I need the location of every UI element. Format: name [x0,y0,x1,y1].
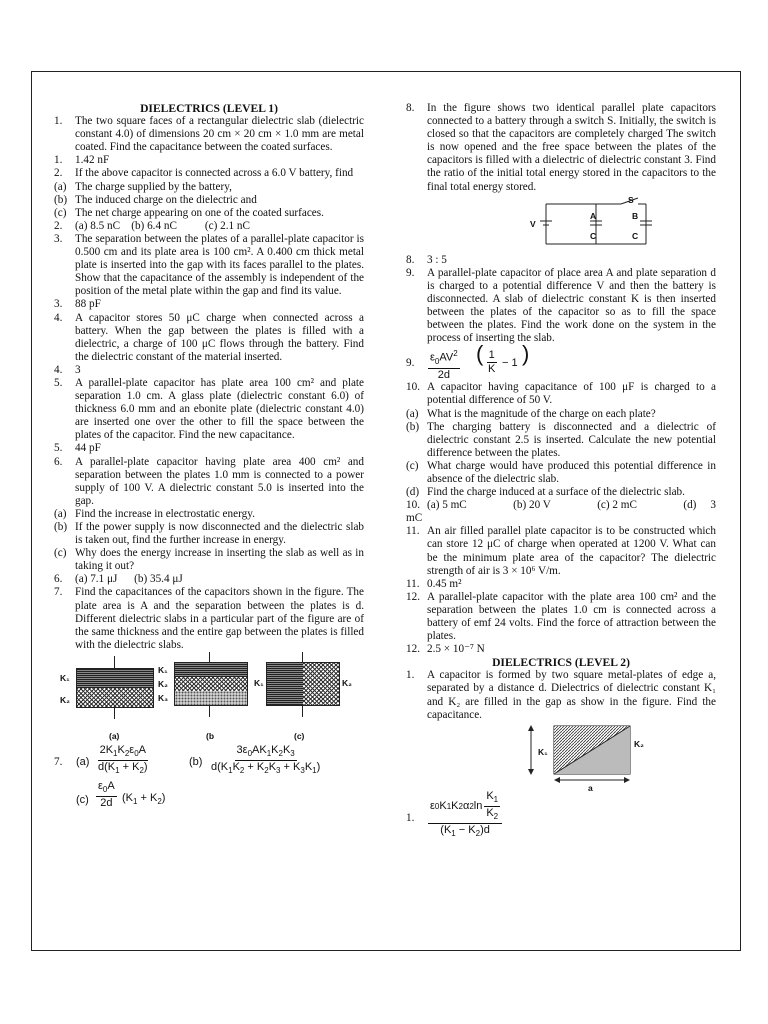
lead-c-top [302,652,303,662]
label-battery: V [530,218,536,229]
answer-6: 6. (a) 7.1 μJ (b) 35.4 μJ [54,573,183,586]
slab-k2-a [77,688,153,707]
answer-1: 1. 1.42 nF [54,154,110,167]
label-k2-b: K₂ [158,678,168,689]
label-capacitor-b: B [632,210,639,221]
capacitor-c [266,662,340,706]
capacitor-b [174,662,248,706]
answer-12: 12. 2.5 × 10⁻⁷ N [406,643,485,656]
answer-9-number: 9. [406,357,415,370]
answer-7a-equation: $\frac{2K_1K_2\varepsilon_0A}{d(K_1 + K_2)}$ [98,743,148,776]
answer-11: 11. 0.45 m² [406,577,462,590]
lead-a-top [114,656,115,668]
figure-8-circuit [406,194,716,254]
label-c2: C [632,230,639,241]
page-frame [31,71,741,951]
circuit-diagram [406,194,716,254]
answer-5: 5. 44 pF [54,442,101,455]
question-11: 11. An air filled parallel plate capacitor is to be constructed which can store 12 μC of charge when operated at 1200 V. What can be the minimum plate area of the capacitor? The dielectric strength of air is 3 × 10⁶ V/m. [406,525,716,577]
label-k1-level2: K₁ [538,746,548,757]
answer-9-fraction: $\frac{\varepsilon_0AV^2}{2d}$ [430,349,458,382]
answer-7b-label: (b) [189,755,203,768]
level2-question-1: 1. A capacitor is formed by two square metal-plates of edge a, separated by a distance d. Dielectrics of dielectric constant K₁ and K₂ are filled in the gap as show in the figure. Find the capacitance. [406,669,716,721]
answer-7 [54,744,364,816]
question-5: 5. A parallel-plate capacitor has plate area 100 cm² and plate separation 1.0 cm. A glass plate (dielectric constant 6.0) of thickness 6.0 mm and an ebonite plate (dielectric constant 4.0) are inserted one over the other to fill the space between the plates of the capacitor. Find the new capacitance. [54,376,364,442]
question-6a: (a) Find the increase in electrostatic energy. [54,507,255,520]
question-2a: (a) The charge supplied by the battery, [54,180,232,193]
level2-answer-1-equation: ε 0 K 1 K 2 α 2 ln $\frac{K_1}{K_2}$ $(K_1 - K_2)d$ [428,790,502,841]
label-k2-c: K₂ [342,677,352,688]
slab-k2-c [303,663,339,705]
question-10d: (d) Find the charge induced at a surface of the dielectric slab. [406,486,685,499]
slab-k2-b [175,677,247,691]
question-10a: (a) What is the magnitude of the charge on each plate? [406,407,656,420]
question-10c: (c) What charge would have produced this potential difference in absence of the dielectric slab. [406,459,716,485]
question-6b: (b) If the power supply is now disconnected and the dielectric slab is taken out, find the further increase in energy. [54,521,364,547]
label-a: (a) [109,730,120,741]
question-9: 9. A parallel-plate capacitor of place area A and plate separation d is charged to a potential difference V and then the battery is disconnected. A slab of dielectric constant K is then inserted between the plates of the capacitor so as to fill the space between the plates. Find the work done on the system in the process of inserting the slab. [406,266,716,345]
answer-7b-equation: $\frac{3\varepsilon_0AK_1K_2K_3}{d(K_1K_2 + K_2K_3 + K_3K_1)}$ [211,743,321,776]
label-k1-b: K₁ [158,664,168,675]
question-10b: (b) The charging battery is disconnected and a dielectric of dielectric constant 2.5 is inserted. Calculate the new potential difference between the plates. [406,420,716,459]
level1-heading: DIELECTRICS (LEVEL 1) [140,102,278,115]
label-k2-level2: K₂ [634,738,644,749]
question-7: 7. Find the capacitances of the capacitors shown in the figure. The plate area is A and the separation between the plates is d. Different dielectric slabs in a particular part of the figure are of the same thickness and the entire gap between the plates is filled with the dielectric slabs. [54,586,364,651]
label-b: (b [206,730,215,741]
answer-7-number: 7. [54,755,63,768]
right-column [406,102,716,838]
level2-answer-1-number: 1. [406,811,415,824]
question-2c: (c) The net charge appearing on one of the coated surfaces. [54,206,324,219]
question-4: 4. A capacitor stores 50 μC charge when connected across a battery. When the gap between the plates is filled with a dielectric, a charge of 100 μC flows through the battery. Find the dielectric constant of the material inserted. [54,311,364,363]
lead-b-bottom [209,705,210,717]
question-6c: (c) Why does the energy increase in inserting the slab as well as in taking it out? [54,547,364,573]
question-10: 10. A capacitor having capacitance of 100 μF is charged to a potential difference of 50 V. [406,381,716,407]
slab-k1-c [267,663,303,705]
question-2b: (b) The induced charge on the dielectric and [54,193,257,206]
answer-8: 8. 3 : 5 [406,253,447,266]
answer-4: 4. 3 [54,363,81,376]
answer-2: 2. (a) 8.5 nC (b) 6.4 nC (c) 2.1 nC [54,219,250,232]
question-1: 1. The two square faces of a rectangular dielectric slab (dielectric constant 4.0) of dimensions 20 cm × 20 cm × 1.0 mm are metal coated. Find the capacitance between the coated surfaces. [54,115,364,154]
slab-k1-b [175,663,247,677]
answer-7a-label: (a) [76,755,90,768]
figure-level2 [406,722,716,793]
slab-k3-b [175,691,247,705]
left-column [54,102,364,816]
label-capacitor-a: A [590,210,597,221]
label-c: (c) [294,730,305,741]
wedge-diagram [406,722,716,790]
lead-c-bottom [302,705,303,717]
answer-3: 3. 88 pF [54,298,101,311]
label-k1-c: K₁ [254,677,264,688]
lead-a-bottom [114,707,115,719]
capacitor-a [76,668,154,708]
label-switch: S [628,194,634,205]
answer-7c-label: (c) [76,793,89,806]
answer-7c-sum: $(K_1 + K_2)$ [122,791,166,807]
label-a-level2: a [588,782,593,793]
label-k3-b: K₃ [158,692,169,703]
label-k2-a: K₂ [60,694,70,705]
answer-7c-fraction: $\frac{\varepsilon_0A}{2d}$ [98,779,115,810]
question-3: 3. The separation between the plates of a parallel-plate capacitor is 0.500 cm and its plate area is 100 cm². A 0.400 cm thick metal plate is inserted into the gap with its faces parallel to the plates. Show that the capacitance of the assembly is independent of the position of the metal plate within the gap and find its value. [54,232,364,298]
question-12: 12. A parallel-plate capacitor with the plate area 100 cm² and the separation between the plates 1.0 cm is connected across a battery of emf 24 volts. Find the force of attraction between the plates. [406,590,716,643]
label-c1: C [590,230,597,241]
question-8: 8. In the figure shows two identical parallel plate capacitors connected to a battery through a switch S. Initially, the switch is closed so that the capacitors are completely charged The switch is now opened and the free space between the plates of the capacitors is filled with a dielectric of dielectric constant 3. Find the ratio of the initial total energy stored in the capacitors to the final total energy stored. [406,102,716,193]
answer-9: 9. $\frac{\varepsilon_0AV^2}{2d}$ ( $\frac{1}{K}$ − 1 ) [406,341,530,382]
question-2: 2. If the above capacitor is connected across a 6.0 V battery, find [54,167,354,180]
slab-k1-a [77,669,153,688]
answer-10: 10. (a) 5 mC (b) 20 V (c) 2 mC (d) 3 [406,499,716,512]
label-k1-a: K₁ [60,672,70,683]
lead-b-top [209,652,210,662]
level2-answer-1 [406,790,716,838]
level2-heading: DIELECTRICS (LEVEL 2) [492,656,630,670]
answer-10-unit: mC [406,512,423,525]
figure-7 [54,652,364,744]
question-6: 6. A parallel-plate capacitor having plate area 400 cm² and separation between the plates 1.0 mm is connected to a power supply of 100 V. A dielectric constant 5.0 is inserted into the gap. [54,455,364,507]
